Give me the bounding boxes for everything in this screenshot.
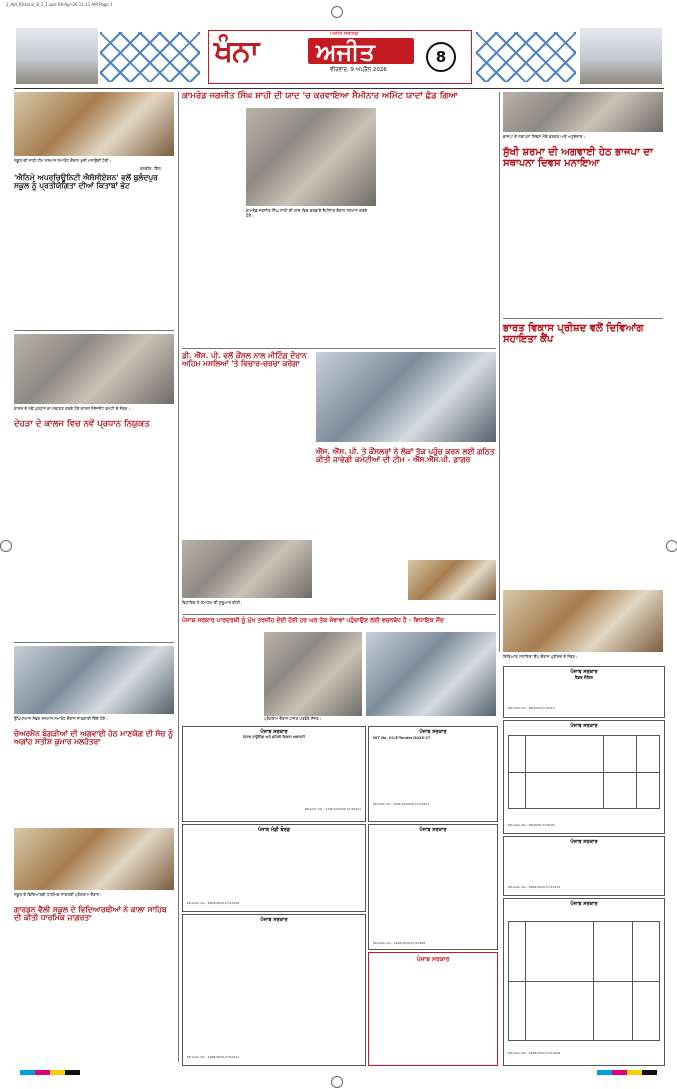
center-divider-1	[182, 348, 496, 349]
ad-6-text	[373, 835, 493, 939]
right-divider-1	[503, 318, 663, 319]
right-photo-2	[503, 590, 663, 652]
ad-7	[182, 914, 366, 1066]
lead-headline: ਕਾਮਰੇਡ ਜਗਜੀਤ ਸਿੰਘ ਸ਼ਾਹੀ ਦੀ ਯਾਦ 'ਚ ਕਰਵਾਇਆ ਸੈਮੀਨਾਰ ਅਮਿੱਟ ਯਾਦਾਂ ਛੱਡ ਗਿਆ	[182, 91, 458, 101]
brand-tagline: ਅਜੀਤ ਸਥਾਨਕ	[330, 31, 359, 37]
mid-headline: ਡੀ. ਐੱਸ. ਪੀ. ਵਲੋਂ ਕੌਂਸਲ ਨਾਲ ਮੀਟਿੰਗ ਦੌਰਾਨ ਅਹਿਮ ਮਸਲਿਆਂ 'ਤੇ ਵਿਚਾਰ-ਚਰਚਾ ਕਰੇਗਾ	[182, 351, 307, 368]
left-story-2-body-b	[96, 436, 174, 636]
ad-4-right-table	[508, 921, 660, 1041]
ad-4-ref: PR-Advt. No.- 20/8/12/2026-27/10211	[373, 802, 430, 807]
ad-6-ref: PR-Advt. No.- 1906/2026-27/10208	[373, 941, 426, 945]
ad-5-ref: PR-Advt. No.- 1908/2026-27/10206	[187, 901, 240, 905]
right-story-1-body-b	[585, 182, 663, 314]
left-photo-1-caption: ਸਕੂਲ ਦੀ ਸਾਰੀ ਟੀਮ ਸਨਮਾਨ ਸਮਾਰੋਹ ਦੌਰਾਨ ਖੁਸ਼ੀ ਮਨਾਉਂਦੀ ਹੋਈ।	[14, 158, 112, 163]
mid-body-col-1	[182, 384, 244, 536]
left-story-1-body-b	[96, 200, 174, 324]
column-rule-right	[499, 92, 500, 652]
column-rule-left	[178, 92, 179, 1062]
right-story-1-body-a	[503, 182, 581, 314]
masthead-pattern-right	[476, 32, 576, 82]
ad-8	[368, 952, 498, 1066]
masthead-bridge-photo	[16, 28, 98, 84]
left-photo-4	[14, 828, 174, 890]
right-center-photo	[316, 352, 496, 442]
ad-4-title: ਪੰਜਾਬ ਸਰਕਾਰ	[419, 729, 447, 735]
ad-2	[503, 720, 665, 834]
ad-4	[368, 726, 498, 822]
ad-3-title: ਪੰਜਾਬ ਸਰਕਾਰ	[260, 729, 288, 735]
ad-6	[368, 824, 498, 950]
ad-5-text	[187, 835, 361, 899]
ad-7-text	[187, 925, 361, 1053]
ad-1-title: ਪੰਜਾਬ ਸਰਕਾਰ	[570, 669, 598, 675]
ad-8-title: ਪੰਜਾਬ ਸਰਕਾਰ	[416, 956, 450, 963]
ad-1-ref: PR-Advt. No.- 08/2026-27/0110	[508, 706, 555, 710]
right-story-2-body-b	[585, 356, 663, 586]
issue-date: ਵੀਰਵਾਰ, 9 ਅਪ੍ਰੈਲ 2026	[330, 67, 387, 73]
left-photo-1-credit: ਤਸਵੀਰ: ਗਿੱਲ	[140, 166, 161, 171]
ad-2-title: ਪੰਜਾਬ ਸਰਕਾਰ	[570, 723, 598, 729]
left-story-1-headline: 'ਐਨਿਮੇ ਅਪਰਚਿਊਨਿਟੀ ਐਸੋਸੀਏਸ਼ਨ' ਵਲੋਂ ਬੁਲੰਦਪੁਰ ਸਕੂਲ ਨੂੰ ਪ੍ਰਤੀਯੋਗਿਤਾ ਦੀਆਂ ਕਿਤਾਬਾਂ ਭੇਟ	[14, 173, 158, 190]
ad-3-subtitle: ਪੰਜਾਬ ਹਾਊਸਿੰਗ ਅਤੇ ਸ਼ਹਿਰੀ ਵਿਕਾਸ ਅਥਾਰਟੀ	[243, 735, 305, 739]
page-number: 8	[426, 42, 456, 72]
right-story-2-headline: ਭਾਰਤ ਵਿਕਾਸ ਪ੍ਰੀਸ਼ਦ ਵਲੋਂ ਦਿਵਿਆਂਗ ਸਹਾਇਤਾ ਕੈਂਪ	[503, 323, 644, 345]
left-story-4-headline: ਗਾਰਡਨ ਵੈਲੀ ਸਕੂਲ ਦੇ ਵਿਦਿਆਰਥੀਆਂ ਨੇ ਕਾਲਾ ਸਾਹਿਬ ਦੀ ਕੀਤੀ ਧਾਰਮਿਕ ਜਾਗਰਤਾ	[14, 905, 167, 922]
ad-3-right	[503, 836, 665, 896]
ad-1-text	[508, 682, 660, 704]
bottom-body-col-1	[182, 632, 260, 716]
left-photo-2-caption: ਕਾਲਜ ਦੇ ਨਵੇਂ ਪ੍ਰਧਾਨ ਦਾ ਸਵਾਗਤ ਕਰਦੇ ਹੋਏ ਕਾਲਜ ਮੈਨੇਜਮੈਂਟ ਕਮੇਟੀ ਦੇ ਮੈਂਬਰ।	[14, 406, 130, 411]
mid-body-col-2	[248, 384, 312, 536]
left-story-1-body-a	[14, 200, 92, 324]
ad-3	[182, 726, 366, 822]
mid-photo-caption: ਵਿਧਾਇਕ ਨੇ ਸਮਾਗਮ ਦੀ ਸ਼ੁਰੂਆਤ ਕੀਤੀ।	[182, 600, 243, 605]
color-registration-bar-left	[20, 1070, 80, 1075]
left-story-4-body-b	[96, 932, 174, 1064]
crop-mark-top	[331, 6, 343, 18]
ad-6-title: ਪੰਜਾਬ ਸਰਕਾਰ	[419, 827, 447, 833]
ad-3-right-title: ਪੰਜਾਬ ਸਰਕਾਰ	[570, 839, 598, 845]
ad-4-text	[373, 742, 493, 800]
center-divider-2	[182, 614, 496, 615]
right-center-headline: ਐੱਸ. ਐੱਸ. ਪੀ. ਤੇ ਕੌਂਸਲਰਾਂ ਨੇ ਲੋਕਾਂ ਤੱਕ ਪਹੁੰਚ ਕਰਨ ਲਈ ਗਠਿਤ ਕੀਤੀ ਜਾਵੇਗੀ ਕਮੇਟੀਆਂ ਦੀ ਟੀਮ - ਐੱਸ.ਐੱਸ.ਪੀ. ਡਾਗਰ	[316, 447, 495, 464]
right-center-inset-photo	[408, 560, 496, 600]
color-registration-bar-right	[597, 1070, 657, 1075]
left-story-3-headline: ਚੇਅਰਮੈਨ ਬੰਗੜੀਆਂ ਦੀ ਅਗਵਾਈ ਹੇਠ ਮਾਣਯੋਗ ਦੀ ਸੋਚ ਨੂੰ ਅਗਾਂਹ ਸਤੀਸ਼ ਕੁਮਾਰ ਮਲਹੋਤਰਾ	[14, 729, 173, 746]
lead-body-col-2	[246, 224, 308, 344]
right-center-body-a	[316, 474, 404, 610]
left-photo-2	[14, 334, 174, 404]
ad-3-right-ref: PR-Advt. No.- 1808/2026-27/10213	[508, 885, 561, 889]
left-story-4-body-a	[14, 932, 92, 1064]
right-story-1-headline: ਸੁੱਖੀ ਸ਼ਰਮਾ ਦੀ ਅਗਵਾਈ ਹੇਠ ਭਾਜਪਾ ਦਾ ਸਥਾਪਨਾ ਦਿਵਸ ਮਨਾਇਆ	[503, 147, 653, 169]
ad-7-ref: PR-Advt. No.- 1908/2026-27/10211	[187, 1055, 240, 1059]
right-photo-1-caption: ਭਾਜਪਾ ਦੇ ਸਥਾਪਨਾ ਦਿਵਸ ਮੌਕੇ ਵਰਕਰ ਅਤੇ ਅਹੁਦੇਦਾਰ।	[503, 134, 586, 139]
ad-7-title: ਪੰਜਾਬ ਸਰਕਾਰ	[260, 917, 288, 923]
ad-5	[182, 824, 366, 912]
left-story-2-body-a	[14, 436, 92, 636]
ad-2-table	[508, 735, 660, 809]
ad-4-right	[503, 898, 665, 1066]
crop-mark-bottom	[331, 1076, 343, 1088]
lead-body-col-1	[182, 108, 242, 344]
brand-ajit: ਅਜੀਤ	[316, 37, 375, 66]
lead-photo	[246, 108, 376, 206]
bottom-photo-caption: ਪ੍ਰੋਗਰਾਮ ਦੌਰਾਨ ਹਾਜ਼ਰ ਪਤਵੰਤੇ ਸੱਜਣ।	[264, 716, 322, 721]
ad-3-ref: PR-Advt. No.- 17/8/12/2026-27/10211	[304, 807, 361, 811]
masthead-temple-photo	[580, 28, 662, 84]
left-story-3-body	[14, 756, 174, 824]
ad-2-ref: PR-Advt. No.- 08/2026-27/0109	[508, 823, 555, 827]
brand-khanna: ਖੰਨਾ	[214, 34, 259, 69]
left-photo-1	[14, 92, 174, 156]
bottom-photo-2	[366, 632, 496, 716]
crop-mark-left	[0, 540, 12, 552]
ad-3-text	[187, 741, 361, 805]
right-story-2-body-a	[503, 356, 581, 586]
ad-5-title: ਪੰਜਾਬ ਮੰਡੀ ਬੋਰਡ	[257, 827, 291, 833]
masthead-rule	[14, 88, 664, 89]
ad-1-subtitle: ਟੈਂਡਰ ਨੋਟਿਸ	[574, 675, 594, 680]
lead-body-col-5	[442, 108, 496, 344]
lead-photo-caption: ਕਾਮਰੇਡ ਜਗਜੀਤ ਸਿੰਘ ਸ਼ਾਹੀ ਦੀ ਯਾਦ ਵਿਚ ਕਰਵਾਏ ਸੈਮੀਨਾਰ ਦੌਰਾਨ ਸਨਮਾਨ ਕਰਦੇ ਹੋਏ।	[246, 208, 368, 218]
right-photo-2-caption: ਦਿਵਿਆਂਗ ਸਹਾਇਤਾ ਕੈਂਪ ਦੌਰਾਨ ਪ੍ਰੀਸ਼ਦ ਦੇ ਮੈਂਬਰ।	[503, 654, 578, 659]
left-photo-3-caption: ਉੱਘੇ ਸਮਾਜ ਸੇਵਕ ਸਨਮਾਨ ਸਮਾਰੋਹ ਦੌਰਾਨ ਜਾਣਕਾਰੀ ਦਿੰਦੇ ਹੋਏ।	[14, 716, 108, 721]
masthead-pattern-left	[100, 32, 200, 82]
crop-mark-right	[666, 540, 677, 552]
bottom-photo-1	[264, 632, 362, 716]
lead-body-col-3	[312, 224, 374, 344]
file-info-line: 1_Ajit_Khanna_8_1_1.qxd 08-Apr-26 11:11 AM Page 1	[6, 2, 113, 7]
ad-3-right-text	[508, 847, 660, 883]
left-divider-1	[14, 330, 174, 331]
lead-body-col-4	[380, 108, 438, 344]
left-photo-4-caption: ਸਕੂਲ ਦੇ ਵਿਦਿਆਰਥੀ ਧਾਰਮਿਕ ਜਾਗਰਤੀ ਪ੍ਰੋਗਰਾਮ ਦੌਰਾਨ।	[14, 892, 102, 897]
ad-4-right-ref: PR-Advt. No.- 1908/2026-27/10209	[508, 1051, 561, 1055]
ad-4-nit: NIT No. 01/E-Tender/2026-27	[373, 736, 431, 740]
mid-photo	[182, 540, 312, 598]
right-photo-1	[503, 92, 663, 132]
bottom-headline: ਪੰਜਾਬ ਸਰਕਾਰ ਪਾਰਦਰਸ਼ੀ ਨੂੰ ਮੁੱਖ ਤਰਜੀਹ ਦੇਂਦੀ ਹੋਈ ਹਰ ਘਰ ਤੱਕ ਸੇਵਾਵਾਂ ਪਹੁੰਚਾਉਣ ਲਈ ਵਚਨਬੱਧ ਹੈ - ਵਿਧਾਇਕ ਸੌਂਦ	[182, 617, 444, 624]
ad-1	[503, 666, 665, 718]
left-photo-3	[14, 646, 174, 714]
ad-4-right-title: ਪੰਜਾਬ ਸਰਕਾਰ	[570, 901, 598, 907]
left-story-2-headline: ਦੇਹੜਾ ਦੇ ਕਾਲਜ ਵਿਚ ਨਵੇਂ ਪ੍ਰਧਾਨ ਨਿਯੁਕਤ	[14, 419, 150, 429]
left-divider-2	[14, 642, 174, 643]
ad-8-text	[373, 966, 493, 1060]
